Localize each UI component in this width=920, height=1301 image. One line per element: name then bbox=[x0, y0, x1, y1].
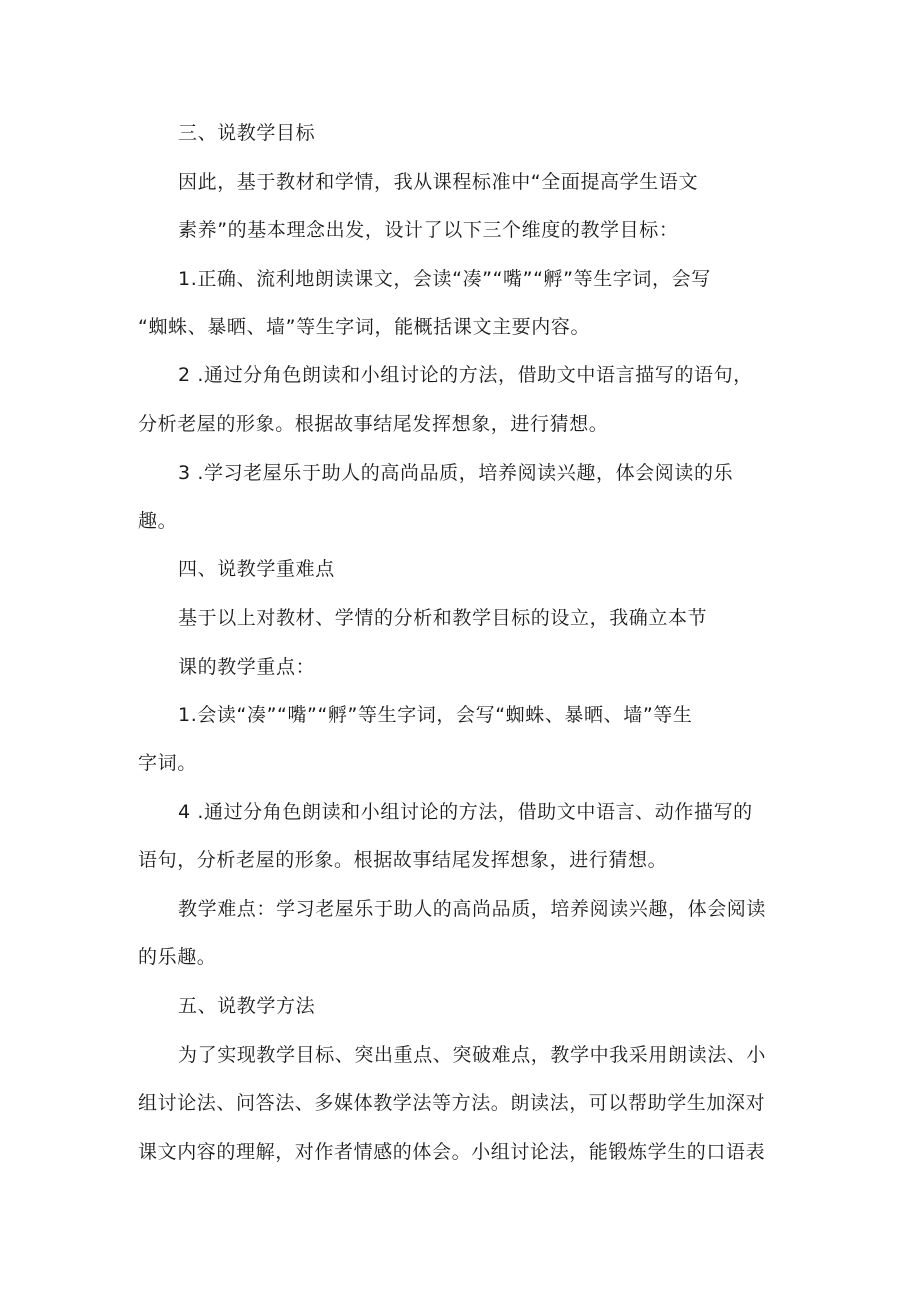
paragraph-line: 基于以上对教材、学情的分析和教学目标的设立，我确立本节 bbox=[178, 607, 708, 629]
section-heading-key-points: 四、说教学重难点 bbox=[178, 558, 335, 580]
paragraph-line: 课的教学重点： bbox=[178, 656, 316, 678]
paragraph-line: 字词。 bbox=[138, 752, 197, 774]
paragraph-line: 语句，分析老屋的形象。根据故事结尾发挥想象，进行猜想。 bbox=[138, 849, 668, 871]
list-item-objective-3: 3 .学习老屋乐于助人的高尚品质，培养阅读兴趣，体会阅读的乐 bbox=[178, 462, 734, 484]
list-item-keypoint-4: 4 .通过分角色朗读和小组讨论的方法，借助文中语言、动作描写的 bbox=[178, 801, 753, 823]
list-item-objective-2: 2 .通过分角色朗读和小组讨论的方法，借助文中语言描写的语句， bbox=[178, 364, 753, 386]
paragraph-line: “蜘蛛、暴晒、墙”等生字词，能概括课文主要内容。 bbox=[138, 316, 591, 338]
paragraph-line: 分析老屋的形象。根据故事结尾发挥想象，进行猜想。 bbox=[138, 413, 609, 435]
paragraph-line: 趣。 bbox=[138, 510, 178, 532]
paragraph-line: 因此，基于教材和学情，我从课程标准中“全面提高学生语文 bbox=[178, 171, 699, 193]
paragraph-line: 为了实现教学目标、突出重点、突破难点，教学中我采用朗读法、小 bbox=[178, 1044, 767, 1066]
paragraph-line-difficulty: 教学难点：学习老屋乐于助人的高尚品质，培养阅读兴趣，体会阅读 bbox=[178, 898, 767, 920]
paragraph-line: 组讨论法、问答法、多媒体教学法等方法。朗读法，可以帮助学生加深对 bbox=[138, 1092, 766, 1114]
list-item-keypoint-1: 1.会读“凑”“嘴”“孵”等生字词，会写“蜘蛛、暴晒、墙”等生 bbox=[178, 704, 693, 726]
paragraph-line: 课文内容的理解，对作者情感的体会。小组讨论法，能锻炼学生的口语表 bbox=[138, 1141, 766, 1163]
paragraph-line: 的乐趣。 bbox=[138, 946, 217, 968]
paragraph-line: 素养”的基本理念出发，设计了以下三个维度的教学目标： bbox=[178, 219, 679, 241]
section-heading-teaching-objectives: 三、说教学目标 bbox=[178, 122, 316, 144]
section-heading-teaching-methods: 五、说教学方法 bbox=[178, 995, 316, 1017]
list-item-objective-1: 1.正确、流利地朗读课文，会读“凑”“嘴”“孵”等生字词，会写 bbox=[178, 268, 711, 290]
